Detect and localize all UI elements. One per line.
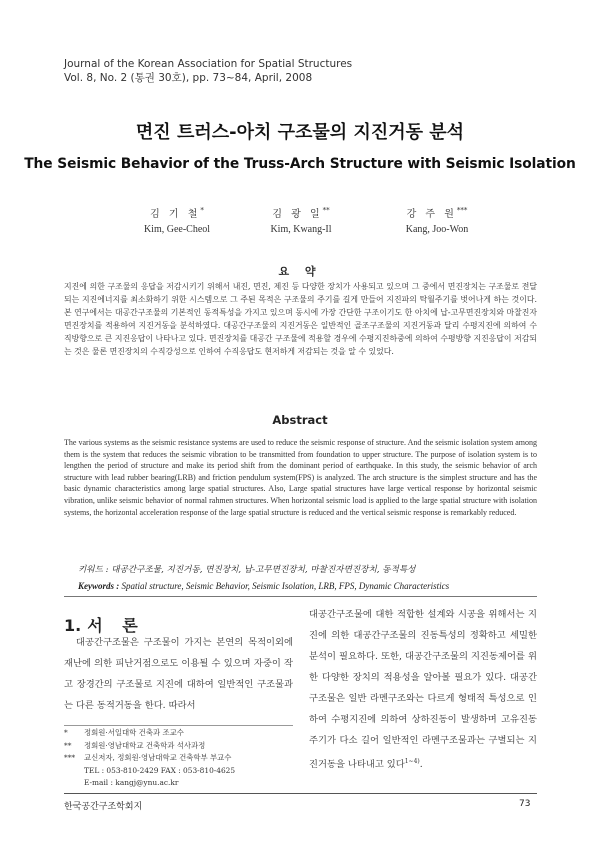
footnote-text: 정회원·영남대학교 건축학과 석사과정 [84,740,206,750]
author-2 [226,205,376,235]
keywords-english-label: Keywords : [78,581,120,591]
body-right-text: 대공간구조물에 대한 적합한 설계와 시공을 위해서는 지진에 의한 대공간구조물의 진동특성의 정확하고 세밀한 분석이 필요하다. 또한, 대공간구조물의 지진동제어를 위한 다양한 장치의 적용성을 알아볼 필요가 있다. 대공간구조물은 일반 라멘구조와는 다르게 형태적 특성으로 인하여 수평지진에 의하여 상하진동이 발생하며 고유진동주기가 다소 길어 일반적인 라멘구조물과는 구별되는 지진거동을 나타내고 있다 [309,609,537,771]
footnote-mark: *** [64,753,76,762]
footnote-text: E-mail : kangj@ynu.ac.kr [84,778,179,787]
abstract-heading: Abstract [272,413,328,427]
author-3-name-en: Kang, Joo-Won [405,224,469,235]
page-number: 73 [519,799,531,809]
author-2-mark: ** [322,206,330,215]
summary-text: 지진에 의한 구조물의 응답을 저감시키기 위해서 내진, 면진, 제진 등 다양한 장치가 사용되고 있으며 그 중에서 면진장치는 구조물로 전달되는 지진에너지를 최소화하기 위한 시스템으로 그 주된 목적은 구조물의 주기를 길게 만들어 지진파의 탁월주기를 벗어나게 하는 것이다. 본 연구에서는 대공간구조물의 기본적인 동적특성을 가지고 있으며 동시에 가장 간단한 구조이기도 한 아치에 납-고무면진장치와 마찰진자면진장치를 적용하여 지진거동을 분석하였다. 대공간구조물의 지진거동은 일반적인 골조구조물의 지진거동과 달리 수평지진에 의하여 수직방향으로 큰 지진응답이 나타나고 있다. 면진장치를 대공간 구조물에 적용할 경우에 수평지진하중에 의하여 수평방향 지진응답이 저감되는 것은 물론 면진장치의 수직강성으로 인하여 수직응답도 현저하게 저감되는 것을 알 수 있었다. [64,282,537,356]
author-1-name-ko: 김 기 철 [150,209,201,220]
footer-journal-name: 한국공간구조학회지 [64,802,143,812]
summary-heading: 요 약 [278,265,322,278]
footnotes [64,727,235,790]
footnote-contact [64,765,235,778]
section-number: 1. [64,616,82,635]
section-title: 서 론 [87,616,145,635]
keywords-english-list: Spatial structure, Seismic Behavior, Seismic Isolation, LRB, FPS, Dynamic Characteristics [121,581,450,591]
journal-volume: Vol. 8, No. 2 (통권 30호), pp. 73~84, April, 2008 [64,72,313,84]
footnote [64,727,235,740]
footnote-divider [64,725,293,726]
author-2-name-ko: 김 광 일 [272,209,323,220]
author-1-name-en: Kim, Gee-Cheol [143,224,211,235]
keywords-korean-list: 대공간구조물, 지진거동, 면진장치, 납-고무면진장치, 마찰진자면진장치, 동적특성 [111,565,416,575]
footnote-email [64,777,235,790]
body-right-column [309,604,537,775]
keywords-english [78,581,449,591]
footnote-text: 교신저자, 정회원·영남대학교 건축학부 부교수 [84,753,232,762]
abstract-text: The various systems as the seismic resistance systems are used to reduce the seismic response of structure. And the seismic isolation system among them is the system that reduces the seismic vibration to be transmitted from foundation to upper structure. The purpose of isolation system is to lengthen the period of structure and make its period shift from the dominant period of earthquake. In this study, the seismic behavior of arch structure with lead rubber bearing(LRB) and friction pendulum system(FPS) is analyzed. The arch structure is the simplest structure and has the basic dynamic characteristics among large spatial structures. Also, Large spatial structures have large vertical response by horizontal seismic vibration, unlike seismic behavior of normal rahmen structures. When horizontal seismic load is applied to the large spatial structure with isolation systems, the horizontal acceleration response of the large spatial structure is reduced and the vertical seismic response is remarkably reduced. [64,438,537,517]
journal-name: Journal of the Korean Association for Spatial Structures [64,58,353,70]
title-english: The Seismic Behavior of the Truss-Arch Structure with Seismic Isolation [24,156,576,172]
footnote-text: TEL : 053-810-2429 FAX : 053-810-4625 [84,765,236,775]
footer-divider [64,793,537,794]
author-3-mark: *** [456,206,468,215]
citation-ref: 1~4) [404,758,420,765]
body-left-column: 대공간구조물은 구조물이 가지는 본연의 목적이외에 재난에 의한 피난거점으로도 이용될 수 있으며 자중이 작고 장경간의 구조물로 지진에 대하여 일반적인 구조물과는 다른 동적거동을 한다. 따라서 [64,637,293,711]
author-2-name-en: Kim, Kwang-Il [270,224,332,235]
footnote-mark: * [64,728,68,737]
footnote-mark: ** [64,740,72,750]
body-right-end: . [419,759,423,771]
footnote [64,740,235,753]
keywords-divider [64,596,537,597]
title-korean: 면진 트러스-아치 구조물의 지진거동 분석 [135,122,465,143]
author-1-mark: * [200,206,204,215]
author-3-name-ko: 강 주 원 [406,209,457,220]
journal-header [64,57,352,85]
footnote-text: 정회원·서일대학 건축과 조교수 [84,728,184,737]
keywords-korean-label: 키워드 : [78,565,109,575]
author-3 [362,205,512,235]
keywords-korean [78,563,415,575]
footnote [64,752,235,765]
